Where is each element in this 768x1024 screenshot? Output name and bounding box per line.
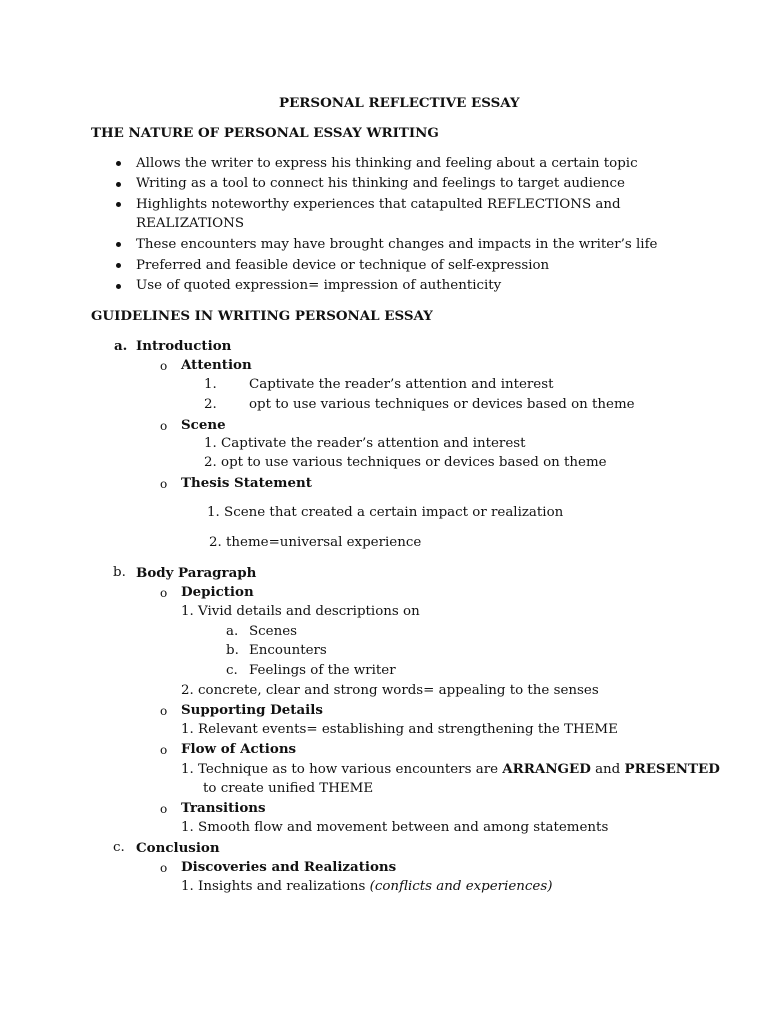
text-run: 1. Insights and realizations bbox=[181, 879, 370, 894]
list-item: Preferred and feasible device or technique of self-expression bbox=[136, 258, 550, 273]
italic-note: (conflicts and experiences) bbox=[369, 879, 553, 894]
section-heading-nature: THE NATURE OF PERSONAL ESSAY WRITING bbox=[91, 125, 439, 141]
list-marker: b. bbox=[226, 643, 239, 658]
list-item: 2. opt to use various techniques or devices based on theme bbox=[204, 455, 607, 470]
bullet-dot bbox=[116, 263, 121, 268]
document-title: PERSONAL REFLECTIVE ESSAY bbox=[279, 95, 520, 111]
bullet-dot bbox=[116, 161, 121, 166]
emphasis-arranged: ARRANGED bbox=[502, 761, 591, 777]
list-marker: b. bbox=[113, 565, 126, 580]
item-thesis-statement: Thesis Statement bbox=[181, 475, 312, 491]
list-item: 1. Captivate the reader’s attention and interest bbox=[204, 436, 526, 451]
circle-bullet-icon: o bbox=[160, 586, 168, 600]
subheading-conclusion: Conclusion bbox=[136, 840, 220, 856]
item-discoveries-realizations: Discoveries and Realizations bbox=[181, 859, 397, 875]
list-item: Allows the writer to express his thinking and feeling about a certain topic bbox=[136, 156, 638, 171]
item-scene: Scene bbox=[181, 417, 226, 433]
list-item: 2. concrete, clear and strong words= appealing to the senses bbox=[181, 683, 599, 698]
emphasis-presented: PRESENTED bbox=[624, 761, 720, 777]
bullet-dot bbox=[116, 182, 121, 187]
bullet-dot bbox=[116, 202, 121, 207]
circle-bullet-icon: o bbox=[160, 802, 168, 816]
list-item: Encounters bbox=[249, 643, 327, 658]
list-item-continuation: REALIZATIONS bbox=[136, 216, 245, 231]
list-item: Highlights noteworthy experiences that catapulted REFLECTIONS and bbox=[136, 197, 621, 212]
circle-bullet-icon: o bbox=[160, 359, 168, 373]
text-run: and bbox=[590, 762, 625, 777]
item-depiction: Depiction bbox=[181, 584, 254, 600]
list-item: Use of quoted expression= impression of authenticity bbox=[136, 278, 502, 293]
subheading-introduction: Introduction bbox=[136, 338, 232, 354]
list-item: Feelings of the writer bbox=[249, 663, 396, 678]
list-number: 2. bbox=[204, 397, 217, 412]
circle-bullet-icon: o bbox=[160, 743, 168, 757]
list-item: Captivate the reader’s attention and interest bbox=[249, 377, 554, 392]
list-item bbox=[181, 760, 720, 779]
text-run: 1. Technique as to how various encounters are bbox=[181, 762, 503, 777]
circle-bullet-icon: o bbox=[160, 704, 168, 718]
list-marker: a. bbox=[226, 624, 239, 639]
section-heading-guidelines: GUIDELINES IN WRITING PERSONAL ESSAY bbox=[91, 308, 433, 324]
bullet-dot bbox=[116, 242, 121, 247]
list-marker: a. bbox=[114, 338, 128, 354]
bullet-dot bbox=[116, 284, 121, 289]
circle-bullet-icon: o bbox=[160, 419, 168, 433]
item-supporting-details: Supporting Details bbox=[181, 702, 323, 718]
list-item: 1. Scene that created a certain impact or realization bbox=[207, 505, 564, 520]
list-item: These encounters may have brought changes and impacts in the writer’s life bbox=[136, 237, 658, 252]
list-item: 1. Vivid details and descriptions on bbox=[181, 604, 420, 619]
list-item: Writing as a tool to connect his thinking and feelings to target audience bbox=[136, 176, 625, 191]
list-marker: c. bbox=[226, 663, 238, 678]
list-item bbox=[181, 878, 552, 896]
list-marker: c. bbox=[113, 840, 125, 855]
item-flow-of-actions: Flow of Actions bbox=[181, 741, 297, 757]
list-item: 1. Smooth flow and movement between and among statements bbox=[181, 820, 609, 835]
list-item: Scenes bbox=[249, 624, 298, 639]
list-item: 1. Relevant events= establishing and strengthening the THEME bbox=[181, 722, 618, 737]
item-transitions: Transitions bbox=[181, 800, 266, 816]
circle-bullet-icon: o bbox=[160, 861, 168, 875]
list-item: 2. theme=universal experience bbox=[209, 535, 422, 550]
list-number: 1. bbox=[204, 377, 217, 392]
circle-bullet-icon: o bbox=[160, 477, 168, 491]
list-item-continuation: to create unified THEME bbox=[203, 781, 374, 796]
list-item: opt to use various techniques or devices based on theme bbox=[249, 397, 635, 412]
subheading-body-paragraph: Body Paragraph bbox=[136, 565, 257, 581]
item-attention: Attention bbox=[181, 357, 252, 373]
